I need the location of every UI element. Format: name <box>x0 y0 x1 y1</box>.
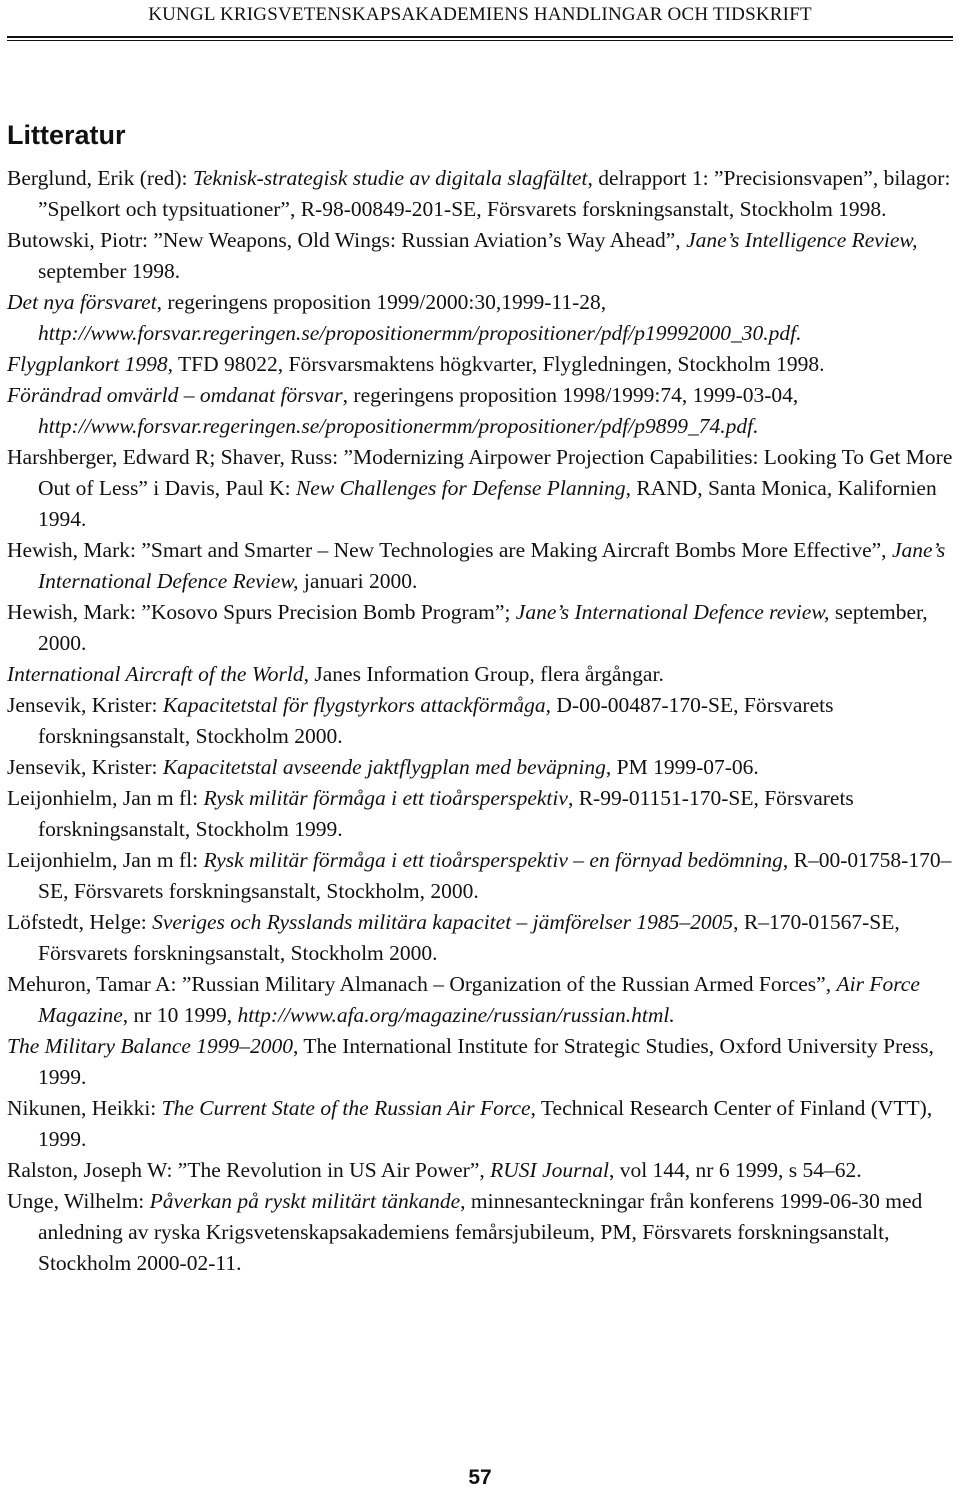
reference-title: New Challenges for Defense Planning <box>295 476 626 500</box>
reference-entry <box>7 163 953 225</box>
reference-text: Leijonhielm, Jan m fl: <box>7 786 204 810</box>
reference-text: , The International Institute for Strategic Studies, Oxford University Press, 1999. <box>38 1034 934 1089</box>
reference-title: Kapacitetstal för flygstyrkors attackförmåga <box>162 693 546 717</box>
reference-text: , TFD 98022, Försvarsmaktens högkvarter, Flygledningen, Stockholm 1998. <box>167 352 825 376</box>
reference-text: , delrapport 1: ”Precisionsvapen”, bilagor: ”Spelkort och typsituationer”, R-98-00849-201-SE, Försvarets forskningsanstalt, Stockholm 1998. <box>38 166 951 221</box>
reference-text: Jensevik, Krister: <box>7 693 163 717</box>
reference-text: , Janes Information Group, flera årgångar. <box>303 662 664 686</box>
reference-entry <box>7 225 953 287</box>
reference-text: Nikunen, Heikki: <box>7 1096 162 1120</box>
reference-title: http://www.forsvar.regeringen.se/propositionermm/propositioner/pdf/p9899_74.pdf. <box>38 414 759 438</box>
reference-title: Jane’s International Defence review, <box>515 600 830 624</box>
reference-text: januari 2000. <box>298 569 418 593</box>
reference-title: http://www.afa.org/magazine/russian/russian.html. <box>237 1003 675 1027</box>
reference-text: Löfstedt, Helge: <box>7 910 153 934</box>
reference-text: Harshberger, Edward R; Shaver, Russ: ”Modernizing Airpower Projection Capabilities: Looking To Get More Out of Less” i Davis, Paul K: <box>7 445 953 500</box>
page-number: 57 <box>468 1466 492 1489</box>
reference-title: Rysk militär förmåga i ett tioårsperspektiv <box>203 786 568 810</box>
reference-entry <box>7 1031 953 1093</box>
reference-title: The Military Balance 1999–2000 <box>7 1034 294 1058</box>
reference-entry <box>7 349 953 380</box>
reference-entry <box>7 907 953 969</box>
reference-text: , regeringens proposition 1998/1999:74, 1999-03-04, <box>342 383 799 407</box>
reference-title: Jane’s International Defence Review, <box>38 538 946 593</box>
reference-title: Rysk militär förmåga i ett tioårsperspektiv – en förnyad bedömning <box>203 848 783 872</box>
reference-title: Flygplankort 1998 <box>7 352 168 376</box>
reference-text: , vol 144, nr 6 1999, s 54–62. <box>608 1158 862 1182</box>
reference-title: Air Force Magazine <box>38 972 920 1027</box>
reference-entry <box>7 380 953 442</box>
reference-entry <box>7 597 953 659</box>
reference-title: Jane’s Intelligence Review, <box>686 228 918 252</box>
reference-text: Butowski, Piotr: ”New Weapons, Old Wings: Russian Aviation’s Way Ahead”, <box>7 228 687 252</box>
reference-title: International Aircraft of the World <box>7 662 304 686</box>
reference-title: Förändrad omvärld – omdanat försvar <box>7 383 343 407</box>
reference-title: http://www.forsvar.regeringen.se/propositionermm/propositioner/pdf/p19992000_30.pdf. <box>38 321 802 345</box>
reference-entry <box>7 1093 953 1155</box>
reference-entry <box>7 845 953 907</box>
reference-text: Berglund, Erik (red): <box>7 166 193 190</box>
reference-entry <box>7 690 953 752</box>
reference-title: RUSI Journal <box>490 1158 609 1182</box>
reference-entry <box>7 969 953 1031</box>
header-rule <box>7 36 953 41</box>
section-title: Litteratur <box>7 120 126 150</box>
reference-entry <box>7 442 953 535</box>
reference-text: Jensevik, Krister: <box>7 755 163 779</box>
reference-text: , minnesanteckningar från konferens 1999-06-30 med anledning av ryska Krigsvetenskapsakademiens femårsjubileum, PM, Försvarets forskningsanstalt, Stockholm 2000-02-11. <box>38 1189 923 1275</box>
reference-text: september 1998. <box>38 259 181 283</box>
reference-text: , D-00-00487-170-SE, Försvarets forskningsanstalt, Stockholm 2000. <box>38 693 834 748</box>
reference-entry <box>7 535 953 597</box>
reference-title: Det nya försvaret <box>7 290 157 314</box>
reference-entry <box>7 752 953 783</box>
reference-title: Kapacitetstal avseende jaktflygplan med beväpning <box>162 755 606 779</box>
reference-text: Leijonhielm, Jan m fl: <box>7 848 204 872</box>
reference-title: Teknisk-strategisk studie av digitala slagfältet <box>192 166 588 190</box>
reference-entry <box>7 659 953 690</box>
reference-entry <box>7 1186 953 1279</box>
reference-text: Unge, Wilhelm: <box>7 1189 150 1213</box>
reference-title: Sveriges och Rysslands militära kapacitet – jämförelser 1985–2005 <box>152 910 734 934</box>
reference-entry <box>7 783 953 845</box>
reference-text: , Technical Research Center of Finland (VTT), 1999. <box>38 1096 933 1151</box>
reference-entry <box>7 1155 953 1186</box>
reference-text: september, 2000. <box>38 600 928 655</box>
reference-title: Påverkan på ryskt militärt tänkande <box>149 1189 461 1213</box>
reference-text: , R–170-01567-SE, Försvarets forskningsanstalt, Stockholm 2000. <box>38 910 900 965</box>
reference-list <box>7 163 953 1279</box>
reference-title: The Current State of the Russian Air Force <box>161 1096 531 1120</box>
reference-text: , R-99-01151-170-SE, Försvarets forskningsanstalt, Stockholm 1999. <box>38 786 854 841</box>
reference-text: , nr 10 1999, <box>122 1003 238 1027</box>
reference-text: Ralston, Joseph W: ”The Revolution in US Air Power”, <box>7 1158 491 1182</box>
reference-text: Hewish, Mark: ”Kosovo Spurs Precision Bomb Program”; <box>7 600 516 624</box>
reference-text: , R–00-01758-170–SE, Försvarets forskningsanstalt, Stockholm, 2000. <box>38 848 952 903</box>
reference-entry <box>7 287 953 349</box>
reference-text: , PM 1999-07-06. <box>605 755 759 779</box>
reference-text: , regeringens proposition 1999/2000:30,1999-11-28, <box>156 290 607 314</box>
reference-text: Hewish, Mark: ”Smart and Smarter – New Technologies are Making Aircraft Bombs More Effective”, <box>7 538 892 562</box>
reference-text: , RAND, Santa Monica, Kalifornien 1994. <box>38 476 937 531</box>
reference-text: Mehuron, Tamar A: ”Russian Military Almanach – Organization of the Russian Armed Forces”, <box>7 972 837 996</box>
running-head: KUNGL KRIGSVETENSKAPSAKADEMIENS HANDLINGAR OCH TIDSKRIFT <box>148 4 812 25</box>
